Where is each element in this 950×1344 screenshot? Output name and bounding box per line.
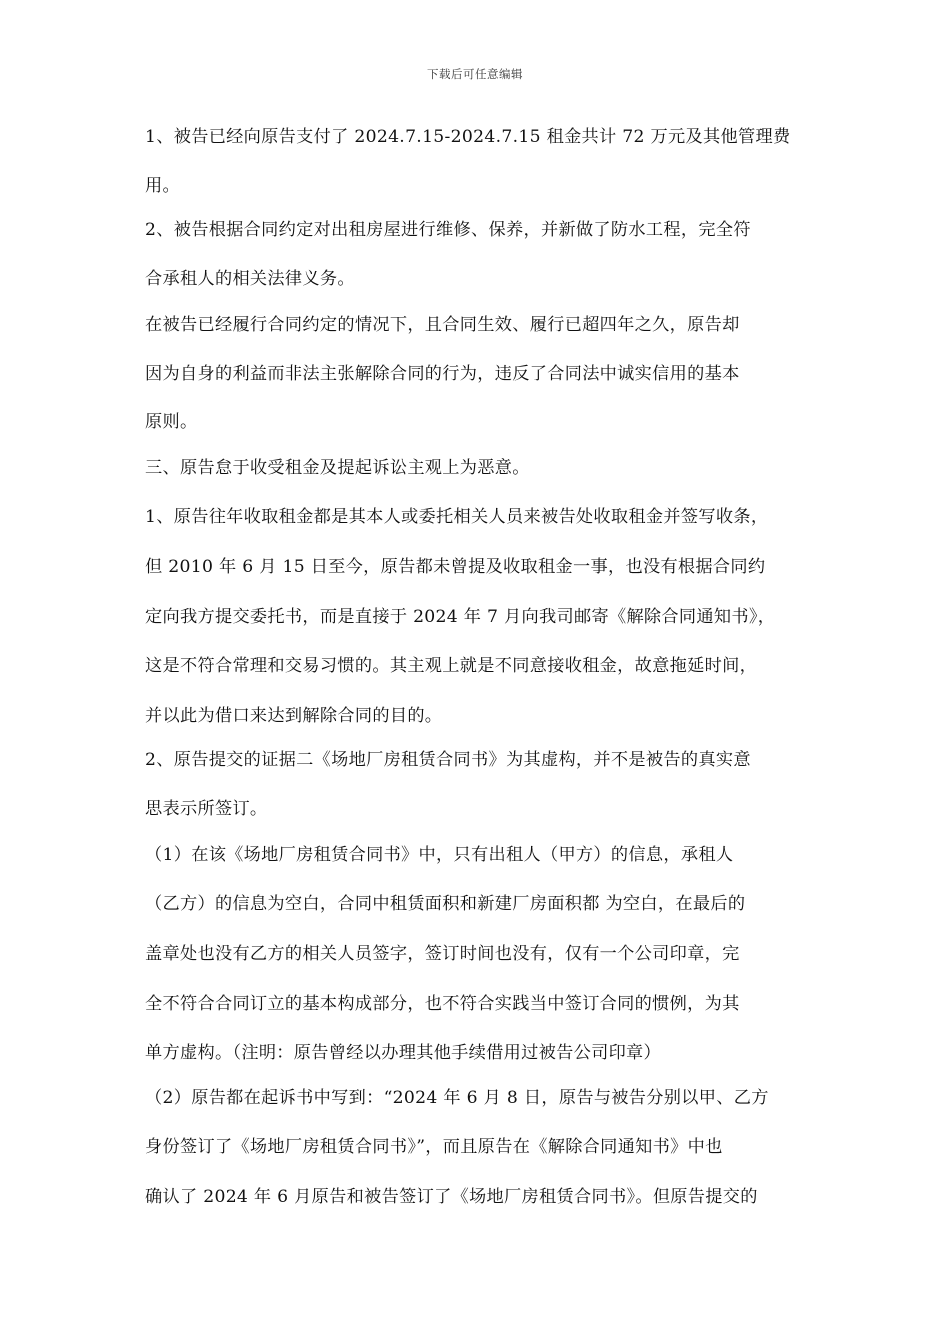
text-line: 盖章处也没有乙方的相关人员签字，签订时间也没有，仅有一个公司印章，完	[145, 944, 740, 964]
text-line: 原则。	[145, 412, 198, 432]
text-line: 这是不符合常理和交易习惯的。其主观上就是不同意接收租金，故意拖延时间，	[145, 656, 758, 676]
text-line: （乙方）的信息为空白，合同中租赁面积和新建厂房面积都 为空白，在最后的	[145, 894, 746, 914]
text-line: 1、原告往年收取租金都是其本人或委托相关人员来被告处收取租金并签写收条，	[145, 507, 769, 527]
page-header-note: 下载后可任意编辑	[427, 67, 523, 81]
text-line: 1、被告已经向原告支付了 2024.7.15-2024.7.15 租金共计 72 万元及其他管理费	[145, 127, 791, 147]
text-line: 身份签订了《场地厂房租赁合同书》”，而且原告在《解除合同通知书》中也	[145, 1137, 723, 1157]
text-line: 合承租人的相关法律义务。	[145, 269, 355, 289]
text-line: 并以此为借口来达到解除合同的目的。	[145, 706, 443, 726]
text-line: 单方虚构。（注明：原告曾经以办理其他手续借用过被告公司印章）	[145, 1043, 662, 1063]
text-line: （2）原告都在起诉书中写到：“2024 年 6 月 8 日，原告与被告分别以甲、乙方	[145, 1088, 769, 1108]
text-line: 但 2010 年 6 月 15 日至今，原告都未曾提及收取租金一事，也没有根据合同约	[145, 557, 766, 577]
text-line: 思表示所签订。	[145, 799, 268, 819]
section-heading: 三、原告怠于收受租金及提起诉讼主观上为恶意。	[145, 458, 530, 478]
text-line: 定向我方提交委托书，而是直接于 2024 年 7 月向我司邮寄《解除合同通知书》，	[145, 607, 776, 627]
text-line: 全不符合合同订立的基本构成部分，也不符合实践当中签订合同的惯例，为其	[145, 994, 740, 1014]
text-line: 在被告已经履行合同约定的情况下，且合同生效、履行已超四年之久，原告却	[145, 315, 740, 335]
text-line: 用。	[145, 176, 180, 196]
text-line: 2、原告提交的证据二《场地厂房租赁合同书》为其虚构，并不是被告的真实意	[145, 750, 751, 770]
text-line: 确认了 2024 年 6 月原告和被告签订了《场地厂房租赁合同书》。但原告提交的	[145, 1187, 758, 1207]
text-line: 2、被告根据合同约定对出租房屋进行维修、保养，并新做了防水工程，完全符	[145, 220, 751, 240]
text-line: （1）在该《场地厂房租赁合同书》中，只有出租人（甲方）的信息，承租人	[145, 845, 734, 865]
text-line: 因为自身的利益而非法主张解除合同的行为，违反了合同法中诚实信用的基本	[145, 364, 740, 384]
